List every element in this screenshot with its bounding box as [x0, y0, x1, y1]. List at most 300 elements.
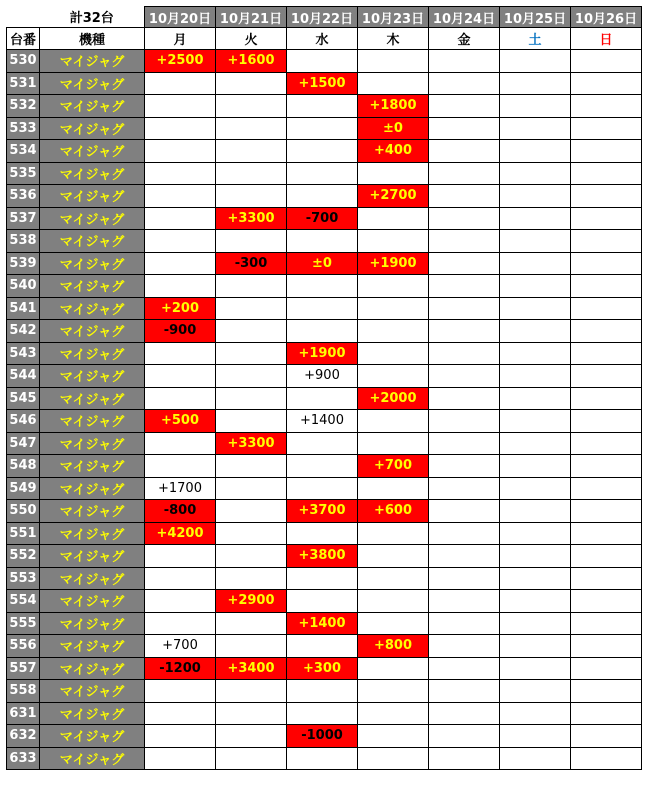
empty-cell [358, 680, 429, 703]
machine-model: マイジャグ [40, 207, 145, 230]
empty-cell [145, 545, 216, 568]
empty-cell [216, 612, 287, 635]
empty-cell [500, 612, 571, 635]
empty-cell [500, 185, 571, 208]
table-row [7, 50, 642, 73]
empty-cell [500, 545, 571, 568]
result-value: +2900 [216, 590, 287, 613]
table-row [7, 140, 642, 163]
empty-cell [145, 72, 216, 95]
empty-cell [571, 545, 642, 568]
empty-cell [429, 477, 500, 500]
result-value: -700 [287, 207, 358, 230]
table-row [7, 320, 642, 343]
empty-cell [216, 747, 287, 770]
result-value: +1400 [287, 410, 358, 433]
empty-cell [358, 50, 429, 73]
empty-cell [287, 747, 358, 770]
empty-cell [358, 747, 429, 770]
empty-cell [500, 410, 571, 433]
table-row [7, 230, 642, 253]
empty-cell [571, 432, 642, 455]
machine-model: マイジャグ [40, 500, 145, 523]
result-value: +1500 [287, 72, 358, 95]
table-row [7, 477, 642, 500]
machine-number: 548 [7, 455, 40, 478]
empty-cell [287, 275, 358, 298]
empty-cell [216, 365, 287, 388]
empty-cell [145, 387, 216, 410]
empty-cell [429, 365, 500, 388]
empty-cell [429, 117, 500, 140]
machine-number: 546 [7, 410, 40, 433]
machine-model: マイジャグ [40, 702, 145, 725]
empty-cell [287, 50, 358, 73]
empty-cell [500, 140, 571, 163]
empty-cell [216, 455, 287, 478]
empty-cell [145, 162, 216, 185]
empty-cell [287, 297, 358, 320]
table-row [7, 410, 642, 433]
empty-cell [145, 275, 216, 298]
empty-cell [216, 410, 287, 433]
empty-cell [571, 657, 642, 680]
empty-cell [571, 365, 642, 388]
empty-cell [358, 342, 429, 365]
table-row [7, 275, 642, 298]
empty-cell [500, 657, 571, 680]
empty-cell [500, 500, 571, 523]
empty-cell [287, 477, 358, 500]
table-row [7, 95, 642, 118]
empty-cell [429, 207, 500, 230]
result-value: +800 [358, 635, 429, 658]
machine-model: マイジャグ [40, 567, 145, 590]
empty-cell [216, 702, 287, 725]
empty-cell [571, 72, 642, 95]
empty-cell [571, 500, 642, 523]
result-value: +1400 [287, 612, 358, 635]
empty-cell [500, 567, 571, 590]
table-row [7, 117, 642, 140]
machine-number: 541 [7, 297, 40, 320]
machine-model: マイジャグ [40, 410, 145, 433]
empty-cell [358, 230, 429, 253]
empty-cell [429, 162, 500, 185]
machine-number: 542 [7, 320, 40, 343]
machine-model: マイジャグ [40, 72, 145, 95]
empty-cell [287, 455, 358, 478]
machine-model: マイジャグ [40, 275, 145, 298]
empty-cell [500, 162, 571, 185]
empty-cell [571, 747, 642, 770]
table-row [7, 747, 642, 770]
table-row [7, 612, 642, 635]
table-row [7, 342, 642, 365]
empty-cell [500, 50, 571, 73]
machine-number: 534 [7, 140, 40, 163]
empty-cell [571, 207, 642, 230]
empty-cell [500, 252, 571, 275]
empty-cell [571, 275, 642, 298]
empty-cell [287, 567, 358, 590]
empty-cell [429, 342, 500, 365]
empty-cell [358, 657, 429, 680]
machine-number: 544 [7, 365, 40, 388]
result-value: +2000 [358, 387, 429, 410]
machine-model: マイジャグ [40, 95, 145, 118]
machine-number: 632 [7, 725, 40, 748]
machine-model: マイジャグ [40, 612, 145, 635]
model-header: 機種 [40, 28, 145, 50]
empty-cell [429, 500, 500, 523]
empty-cell [571, 680, 642, 703]
empty-cell [429, 185, 500, 208]
empty-cell [571, 590, 642, 613]
table-row [7, 545, 642, 568]
machine-number: 553 [7, 567, 40, 590]
empty-cell [216, 635, 287, 658]
machine-number: 549 [7, 477, 40, 500]
table-row [7, 590, 642, 613]
date-row [7, 7, 642, 28]
machine-model: マイジャグ [40, 545, 145, 568]
machine-no-header: 台番 [7, 28, 40, 50]
empty-cell [358, 207, 429, 230]
empty-cell [429, 72, 500, 95]
empty-cell [216, 117, 287, 140]
empty-cell [145, 747, 216, 770]
empty-cell [216, 500, 287, 523]
machine-model: マイジャグ [40, 657, 145, 680]
machine-model: マイジャグ [40, 635, 145, 658]
empty-cell [429, 320, 500, 343]
machine-model: マイジャグ [40, 387, 145, 410]
machine-number: 543 [7, 342, 40, 365]
result-value: ±0 [358, 117, 429, 140]
empty-cell [145, 680, 216, 703]
result-value: -1200 [145, 657, 216, 680]
date-cell: 10月20日 [145, 7, 216, 28]
empty-cell [571, 477, 642, 500]
empty-cell [358, 477, 429, 500]
empty-cell [500, 477, 571, 500]
empty-cell [358, 297, 429, 320]
empty-cell [429, 140, 500, 163]
empty-cell [358, 162, 429, 185]
empty-cell [145, 432, 216, 455]
date-cell: 10月22日 [287, 7, 358, 28]
result-value: ±0 [287, 252, 358, 275]
machine-model: マイジャグ [40, 590, 145, 613]
empty-cell [216, 522, 287, 545]
empty-cell [571, 252, 642, 275]
table-row [7, 387, 642, 410]
weekday-header: 日 [571, 28, 642, 50]
empty-cell [429, 252, 500, 275]
empty-cell [500, 680, 571, 703]
empty-cell [571, 635, 642, 658]
empty-cell [216, 185, 287, 208]
empty-cell [216, 545, 287, 568]
empty-cell [571, 702, 642, 725]
date-cell: 10月26日 [571, 7, 642, 28]
result-value: +500 [145, 410, 216, 433]
empty-cell [571, 117, 642, 140]
empty-cell [429, 590, 500, 613]
empty-cell [571, 612, 642, 635]
empty-cell [500, 747, 571, 770]
result-value: -1000 [287, 725, 358, 748]
empty-cell [429, 432, 500, 455]
machine-number: 554 [7, 590, 40, 613]
empty-cell [145, 117, 216, 140]
empty-cell [287, 522, 358, 545]
empty-cell [216, 230, 287, 253]
empty-cell [145, 567, 216, 590]
table-row [7, 207, 642, 230]
machine-number: 538 [7, 230, 40, 253]
table-row [7, 252, 642, 275]
machine-number: 555 [7, 612, 40, 635]
empty-cell [571, 567, 642, 590]
result-value: +1900 [287, 342, 358, 365]
empty-cell [216, 297, 287, 320]
machine-model: マイジャグ [40, 522, 145, 545]
table-row [7, 162, 642, 185]
empty-cell [216, 567, 287, 590]
machine-number: 633 [7, 747, 40, 770]
machine-number: 545 [7, 387, 40, 410]
empty-cell [500, 275, 571, 298]
empty-cell [500, 72, 571, 95]
empty-cell [429, 275, 500, 298]
result-value: +300 [287, 657, 358, 680]
machine-number: 530 [7, 50, 40, 73]
empty-cell [571, 342, 642, 365]
empty-cell [358, 725, 429, 748]
empty-cell [287, 117, 358, 140]
result-value: +3800 [287, 545, 358, 568]
empty-cell [571, 230, 642, 253]
empty-cell [500, 590, 571, 613]
table-row [7, 680, 642, 703]
empty-cell [287, 140, 358, 163]
results-sheet [6, 6, 642, 770]
empty-cell [571, 725, 642, 748]
empty-cell [145, 590, 216, 613]
empty-cell [429, 702, 500, 725]
result-value: +900 [287, 365, 358, 388]
machine-model: マイジャグ [40, 320, 145, 343]
empty-cell [358, 365, 429, 388]
result-value: +3400 [216, 657, 287, 680]
empty-cell [358, 702, 429, 725]
empty-cell [358, 320, 429, 343]
corner-blank [7, 7, 40, 28]
empty-cell [429, 567, 500, 590]
result-value: +1900 [358, 252, 429, 275]
result-value: +2500 [145, 50, 216, 73]
empty-cell [358, 522, 429, 545]
empty-cell [429, 657, 500, 680]
empty-cell [429, 725, 500, 748]
empty-cell [500, 207, 571, 230]
empty-cell [145, 702, 216, 725]
empty-cell [145, 365, 216, 388]
empty-cell [429, 680, 500, 703]
empty-cell [571, 50, 642, 73]
machine-model: マイジャグ [40, 230, 145, 253]
empty-cell [500, 725, 571, 748]
empty-cell [500, 95, 571, 118]
empty-cell [287, 432, 358, 455]
empty-cell [500, 455, 571, 478]
machine-model: マイジャグ [40, 117, 145, 140]
machine-number: 540 [7, 275, 40, 298]
weekday-header: 木 [358, 28, 429, 50]
empty-cell [145, 342, 216, 365]
machine-model: マイジャグ [40, 162, 145, 185]
empty-cell [429, 95, 500, 118]
empty-cell [500, 635, 571, 658]
weekday-header: 金 [429, 28, 500, 50]
empty-cell [287, 635, 358, 658]
result-value: +400 [358, 140, 429, 163]
empty-cell [145, 185, 216, 208]
result-value: +4200 [145, 522, 216, 545]
empty-cell [429, 50, 500, 73]
machine-model: マイジャグ [40, 432, 145, 455]
empty-cell [216, 320, 287, 343]
empty-cell [145, 140, 216, 163]
empty-cell [287, 185, 358, 208]
empty-cell [358, 432, 429, 455]
table-row [7, 432, 642, 455]
machine-number: 547 [7, 432, 40, 455]
machine-number: 531 [7, 72, 40, 95]
empty-cell [500, 342, 571, 365]
empty-cell [500, 230, 571, 253]
empty-cell [287, 387, 358, 410]
empty-cell [216, 477, 287, 500]
result-value: +1600 [216, 50, 287, 73]
empty-cell [429, 455, 500, 478]
machine-model: マイジャグ [40, 455, 145, 478]
machine-model: マイジャグ [40, 50, 145, 73]
empty-cell [216, 680, 287, 703]
empty-cell [571, 297, 642, 320]
table-row [7, 522, 642, 545]
empty-cell [358, 275, 429, 298]
empty-cell [571, 95, 642, 118]
result-value: -800 [145, 500, 216, 523]
result-value: +200 [145, 297, 216, 320]
empty-cell [500, 365, 571, 388]
machine-number: 536 [7, 185, 40, 208]
table-row [7, 455, 642, 478]
result-value: +1700 [145, 477, 216, 500]
empty-cell [429, 635, 500, 658]
machine-model: マイジャグ [40, 747, 145, 770]
empty-cell [571, 320, 642, 343]
weekday-header: 月 [145, 28, 216, 50]
machine-number: 550 [7, 500, 40, 523]
empty-cell [358, 590, 429, 613]
empty-cell [500, 522, 571, 545]
empty-cell [429, 545, 500, 568]
empty-cell [216, 725, 287, 748]
empty-cell [429, 747, 500, 770]
weekday-header: 火 [216, 28, 287, 50]
machine-number: 532 [7, 95, 40, 118]
empty-cell [216, 342, 287, 365]
empty-cell [145, 252, 216, 275]
machine-number: 631 [7, 702, 40, 725]
result-value: -900 [145, 320, 216, 343]
machine-number: 556 [7, 635, 40, 658]
empty-cell [145, 455, 216, 478]
empty-cell [287, 320, 358, 343]
date-cell: 10月25日 [500, 7, 571, 28]
date-cell: 10月24日 [429, 7, 500, 28]
date-cell: 10月21日 [216, 7, 287, 28]
table-row [7, 702, 642, 725]
empty-cell [216, 387, 287, 410]
table-row [7, 365, 642, 388]
header-row [7, 28, 642, 50]
machine-model: マイジャグ [40, 725, 145, 748]
empty-cell [216, 162, 287, 185]
empty-cell [429, 612, 500, 635]
empty-cell [500, 320, 571, 343]
table-row [7, 185, 642, 208]
total-machines-label: 計32台 [40, 7, 145, 28]
result-value: +3700 [287, 500, 358, 523]
result-value: -300 [216, 252, 287, 275]
empty-cell [429, 297, 500, 320]
empty-cell [500, 117, 571, 140]
machine-model: マイジャグ [40, 252, 145, 275]
empty-cell [571, 185, 642, 208]
table-row [7, 657, 642, 680]
empty-cell [145, 207, 216, 230]
machine-number: 535 [7, 162, 40, 185]
result-value: +3300 [216, 207, 287, 230]
table-row [7, 72, 642, 95]
machine-number: 557 [7, 657, 40, 680]
machine-number: 552 [7, 545, 40, 568]
empty-cell [287, 230, 358, 253]
empty-cell [358, 410, 429, 433]
weekday-header: 水 [287, 28, 358, 50]
empty-cell [216, 95, 287, 118]
empty-cell [571, 410, 642, 433]
empty-cell [358, 72, 429, 95]
empty-cell [287, 680, 358, 703]
result-value: +600 [358, 500, 429, 523]
empty-cell [429, 410, 500, 433]
empty-cell [571, 522, 642, 545]
table-row [7, 500, 642, 523]
empty-cell [571, 455, 642, 478]
machine-number: 537 [7, 207, 40, 230]
empty-cell [358, 612, 429, 635]
empty-cell [287, 95, 358, 118]
weekday-header: 土 [500, 28, 571, 50]
table-row [7, 567, 642, 590]
result-value: +2700 [358, 185, 429, 208]
